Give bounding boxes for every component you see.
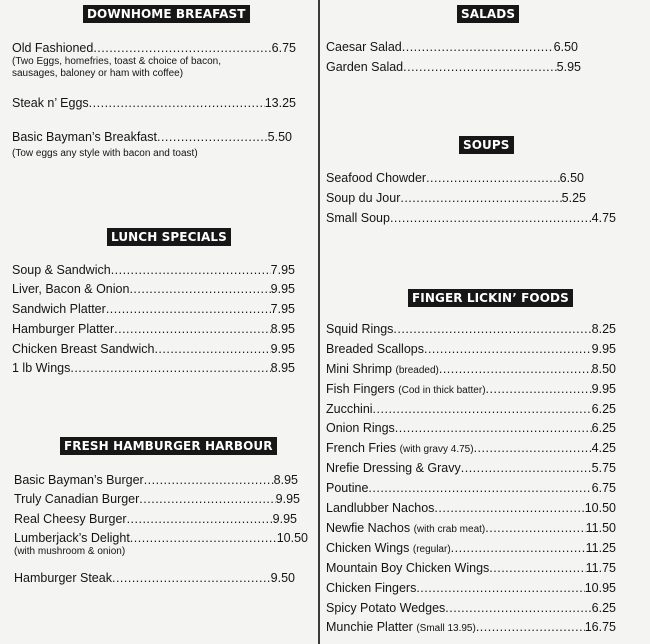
item-name [326,362,439,378]
menu-item [326,541,616,557]
item-name-text: French Fries [326,441,397,455]
menu-item [14,473,298,488]
section-header-finger-foods [408,289,573,307]
menu-item [326,40,578,55]
dot-leader [373,402,592,417]
item-name: Breaded Scallops [326,342,424,356]
item-name: Soup du Jour [326,191,401,205]
menu-item [12,130,292,160]
menu-item [326,561,616,576]
menu-item [14,512,297,527]
item-name [326,620,476,636]
dot-leader [400,191,561,206]
item-name [326,441,474,457]
item-price: 6.25 [591,402,616,416]
item-name: Real Cheesy Burger [14,512,127,526]
item-name: Caesar Salad [326,40,402,54]
dot-leader [89,96,265,111]
item-name: Chicken Fingers [326,581,417,595]
menu-item [12,263,295,278]
item-price: 9.95 [272,512,297,526]
dot-leader [445,601,591,616]
dot-leader [485,521,585,536]
dot-leader [426,171,560,186]
menu-item [12,322,295,337]
menu-item [326,211,616,226]
item-price: 9.95 [591,382,616,396]
dot-leader [451,541,586,556]
item-price: 6.50 [553,40,578,54]
item-name [326,541,451,557]
item-name: Truly Canadian Burger [14,492,140,506]
menu-item [326,581,616,596]
item-name: Hamburger Platter [12,322,115,336]
item-name: Squid Rings [326,322,394,336]
dot-leader [476,620,585,635]
item-price: 9.95 [591,342,616,356]
item-name: Hamburger Steak [14,571,112,585]
item-price: 9.95 [275,492,300,506]
item-price: 6.75 [271,41,296,55]
dot-leader [154,342,270,357]
item-price: 6.50 [559,171,584,185]
menu-item [14,571,295,586]
dot-leader [114,322,271,337]
item-note: (Tow eggs any style with bacon and toast) [12,148,198,159]
dot-leader [139,492,275,507]
section-title: SOUPS [459,136,514,154]
section-title: FRESH HAMBURGER HARBOUR [60,437,277,455]
item-price: 11.25 [585,541,616,555]
item-subnote: (Small 13.95) [416,623,476,634]
item-price: 8.95 [270,322,295,336]
section-header-soups [459,136,514,154]
menu-item [326,421,616,436]
item-price: 5.95 [556,60,581,74]
dot-leader [112,571,271,586]
item-subnote: (Cod in thick batter) [398,385,486,396]
item-name [326,521,485,537]
item-name-text: Newfie Nachos [326,521,411,535]
item-name: Poutine [326,481,369,495]
section-header-salads [457,5,519,23]
item-price: 13.25 [264,96,296,110]
dot-leader [474,441,592,456]
menu-item [326,521,616,537]
item-name: Sandwich Platter [12,302,106,316]
dot-leader [144,473,274,488]
item-name: 1 lb Wings [12,361,71,375]
menu-item [12,282,295,297]
item-name: Liver, Bacon & Onion [12,282,130,296]
item-price: 6.75 [591,481,616,495]
dot-leader [395,421,592,436]
menu-item [326,620,616,636]
item-price: 11.75 [585,561,616,575]
section-title: SALADS [457,5,519,23]
item-name: Onion Rings [326,421,395,435]
item-name: Basic Bayman’s Breakfast [12,130,157,144]
item-name-text: Mini Shrimp [326,362,392,376]
dot-leader [486,382,592,397]
item-name-text: Chicken Wings [326,541,410,555]
dot-leader [402,40,554,55]
section-title: DOWNHOME BREAFAST [83,5,250,23]
menu-item [14,531,308,558]
item-price: 9.95 [270,342,295,356]
menu-item [326,402,616,417]
menu-item [326,601,616,616]
dot-leader [434,501,584,516]
menu-item [12,96,296,111]
item-name-text: Fish Fingers [326,382,395,396]
dot-leader [129,282,270,297]
item-name: Lumberjack’s Delight [14,531,130,545]
dot-leader [106,302,271,317]
item-price: 7.95 [270,302,295,316]
dot-leader [70,361,270,376]
menu-item [12,361,295,376]
item-name: Mountain Boy Chicken Wings [326,561,490,575]
menu-item [326,322,616,337]
menu-item [14,492,300,507]
item-name: Spicy Potato Wedges [326,601,446,615]
item-name: Landlubber Nachos [326,501,435,515]
section-header-breakfast [83,5,250,23]
item-price: 16.75 [584,620,616,634]
dot-leader [390,211,592,226]
item-price: 8.25 [591,322,616,336]
dot-leader [93,41,271,56]
item-price: 10.50 [276,531,308,545]
item-name: Nrefie Dressing & Gravy [326,461,461,475]
item-name [326,382,486,398]
item-name: Basic Bayman’s Burger [14,473,144,487]
menu-item [326,441,616,457]
menu-item [326,461,616,476]
dot-leader [111,263,271,278]
dot-leader [368,481,591,496]
menu-item [326,191,586,206]
menu-item [326,362,616,378]
item-price: 8.50 [591,362,616,376]
menu-item [326,171,584,186]
item-name: Small Soup [326,211,390,225]
item-price: 6.25 [591,421,616,435]
item-name: Seafood Chowder [326,171,427,185]
menu-item [326,342,616,357]
item-price: 11.50 [585,521,616,535]
item-name: Soup & Sandwich [12,263,111,277]
item-price: 5.50 [267,130,292,144]
menu-item [12,302,295,317]
item-note: (Two Eggs, homefries, toast & choice of bacon, sausages, baloney or ham with coffee) [12,56,221,79]
menu-item [326,501,616,516]
section-title: LUNCH SPECIALS [107,228,231,246]
dot-leader [424,342,592,357]
dot-leader [403,60,557,75]
menu-item [326,60,581,75]
item-price: 6.25 [591,601,616,615]
section-header-lunch [107,228,231,246]
item-note: (with mushroom & onion) [14,546,126,557]
item-price: 10.95 [584,581,616,595]
item-name: Chicken Breast Sandwich [12,342,155,356]
item-price: 5.25 [561,191,586,205]
column-divider [318,0,320,644]
item-price: 8.95 [273,473,298,487]
dot-leader [157,130,268,145]
item-subnote: (with crab meat) [413,524,486,535]
dot-leader [439,362,592,377]
item-price: 10.50 [584,501,616,515]
item-name: Steak n’ Eggs [12,96,89,110]
item-name: Zucchini [326,402,373,416]
dot-leader [461,461,592,476]
menu-item [326,481,616,496]
item-subnote: (regular) [412,544,451,555]
item-name-text: Munchie Platter [326,620,413,634]
section-header-hamburger [60,437,277,455]
menu-item [12,342,295,357]
item-price: 9.50 [270,571,295,585]
dot-leader [130,531,277,546]
item-price: 7.95 [270,263,295,277]
item-price: 8.95 [270,361,295,375]
menu-item [12,41,296,80]
dot-leader [127,512,273,527]
section-title: FINGER LICKIN’ FOODS [408,289,573,307]
item-price: 4.25 [591,441,616,455]
item-price: 9.95 [270,282,295,296]
dot-leader [416,581,584,596]
item-name: Garden Salad [326,60,404,74]
menu-item [326,382,616,398]
item-price: 5.75 [591,461,616,475]
item-subnote: (breaded) [395,365,439,376]
item-subnote: (with gravy 4.75) [399,444,474,455]
item-name: Old Fashioned [12,41,94,55]
item-price: 4.75 [591,211,616,225]
dot-leader [393,322,591,337]
dot-leader [489,561,585,576]
